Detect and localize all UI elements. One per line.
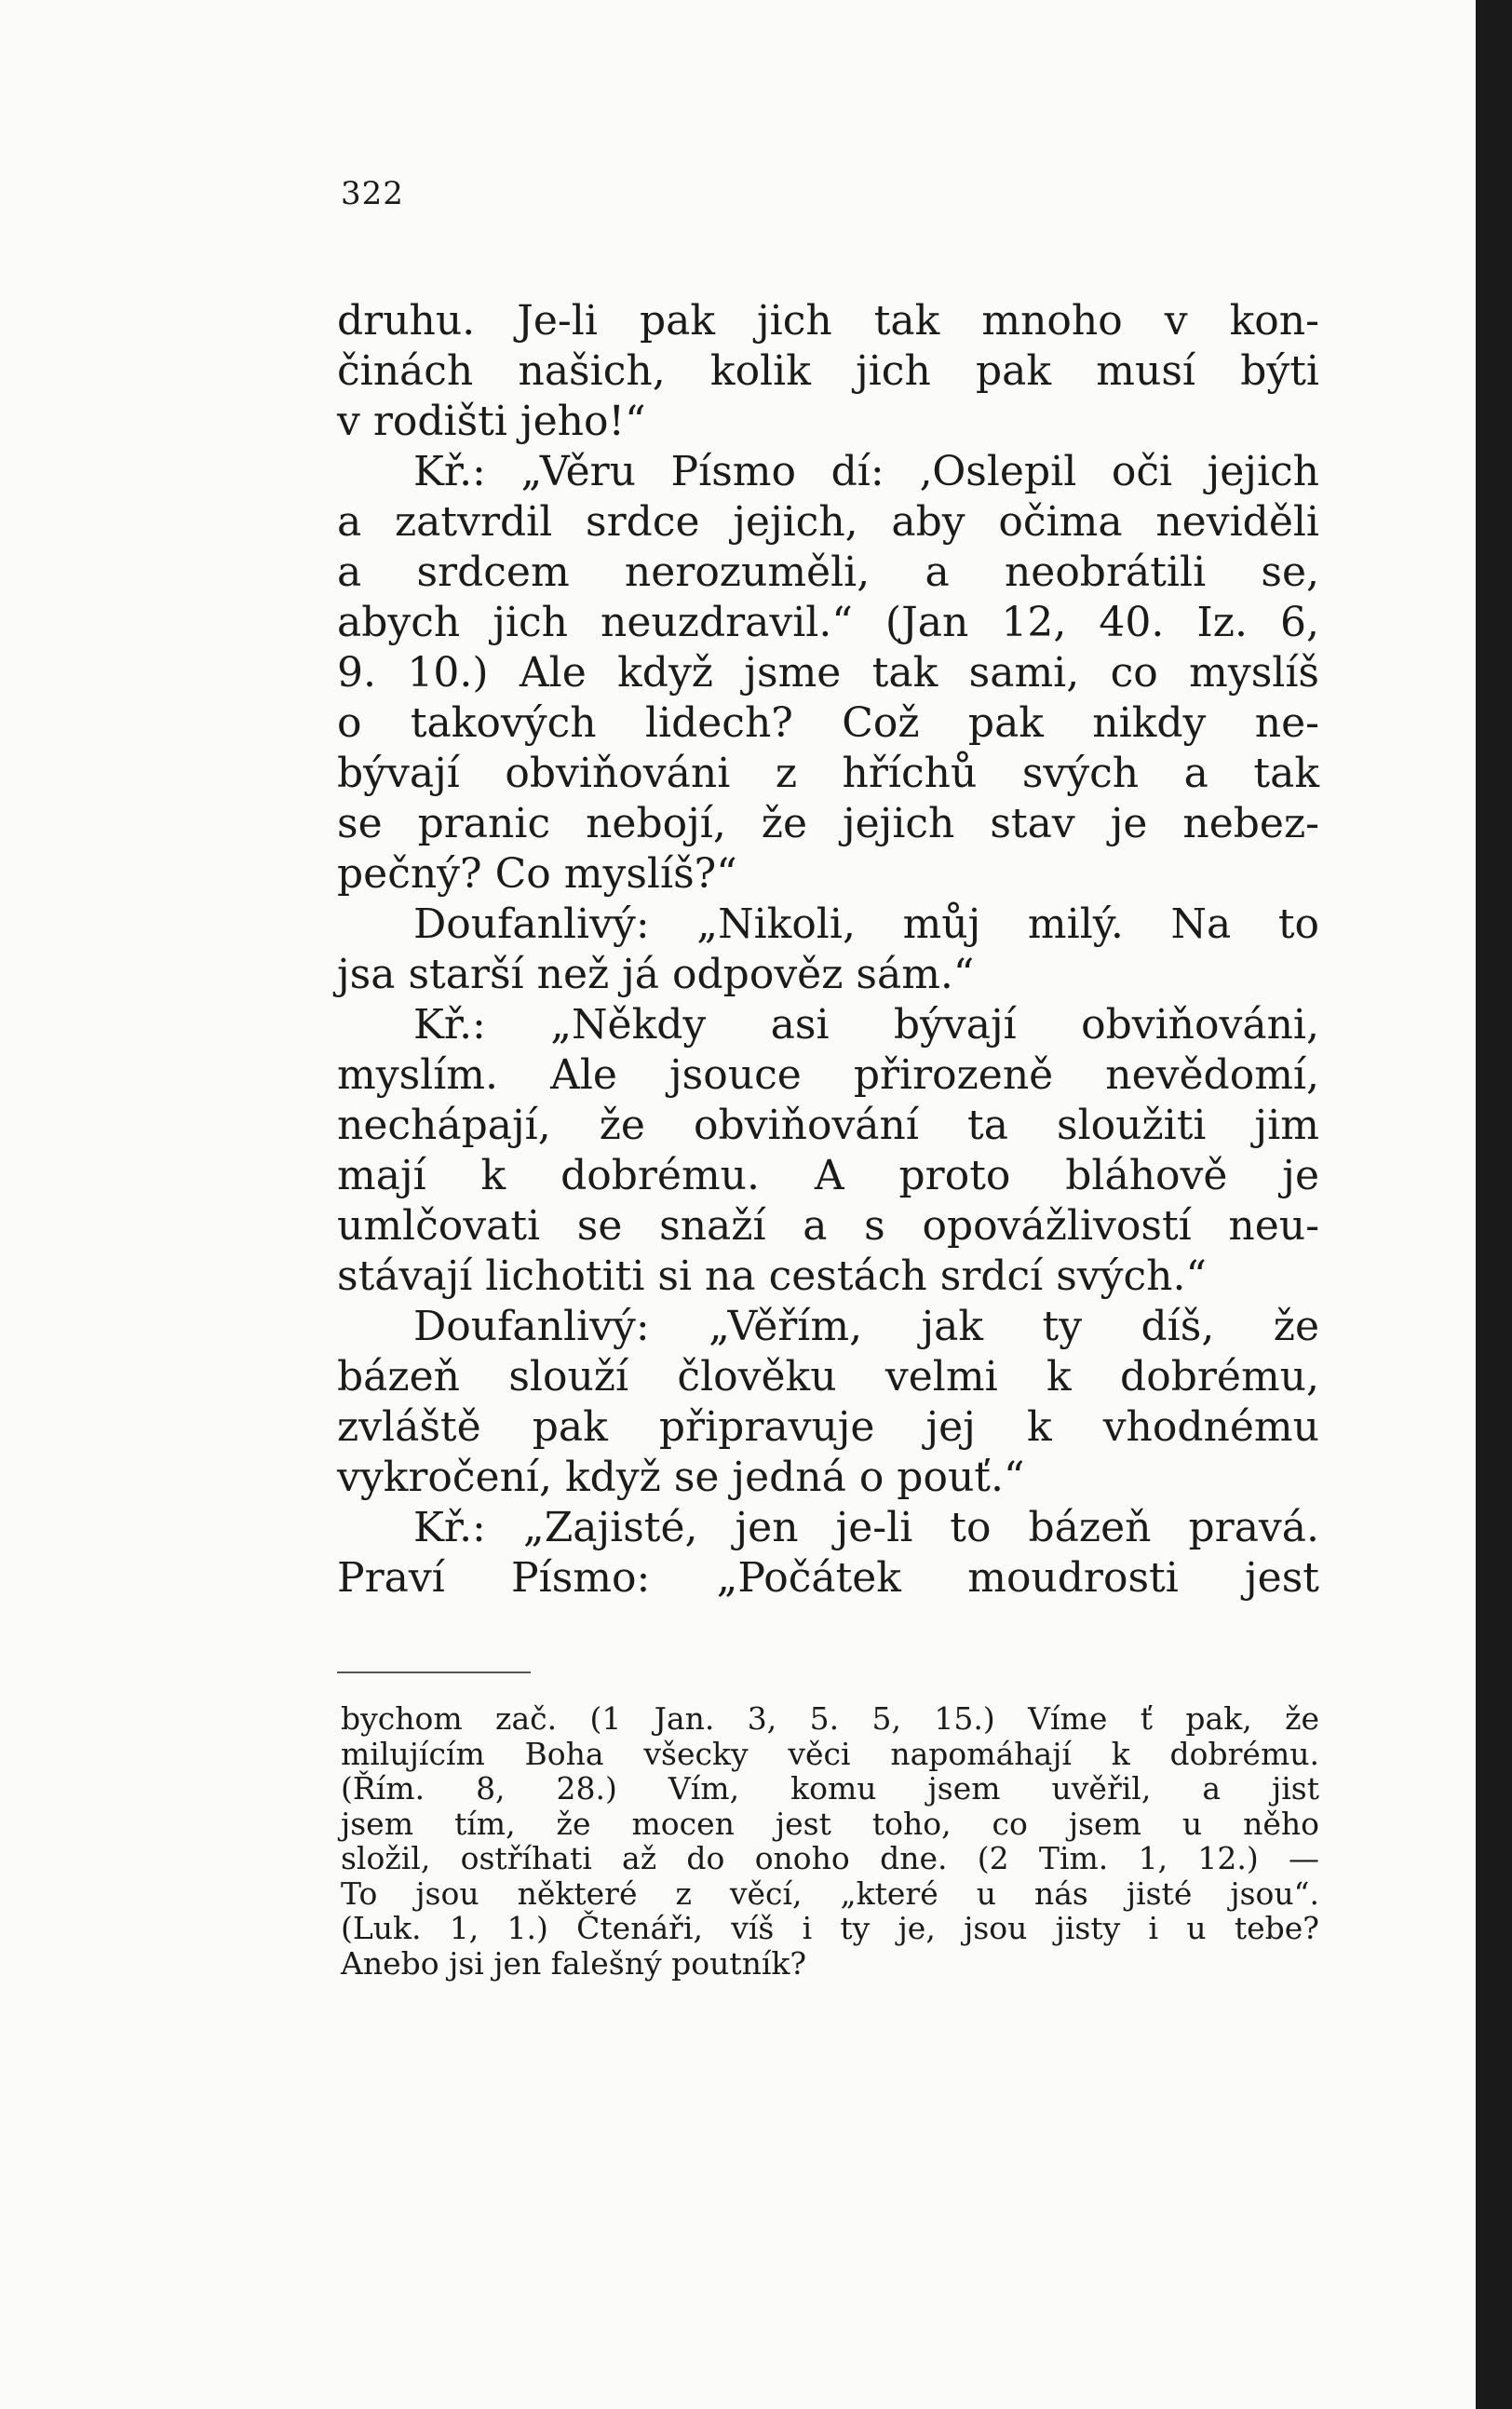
body-line: mají k dobrému. A proto bláhově je [337,1152,1319,1199]
body-line: a zatvrdil srdce jejich, aby očima neviděli [337,498,1319,546]
body-line: druhu. Je-li pak jich tak mnoho v kon- [337,297,1319,345]
page-spine-shadow [1476,0,1512,2409]
body-line: abych jich neuzdravil.“ (Jan 12, 40. Iz. 6, [337,599,1319,646]
body-line: Doufanlivý: „Věřím, jak ty díš, že [413,1303,1319,1350]
footnote-text [341,1701,1319,1981]
footnote-line: milujícím Boha všecky věci napomáhají k dobrému. [341,1735,1319,1772]
body-line: Praví Písmo: „Počátek moudrosti jest [337,1554,1319,1602]
body-text [337,296,1319,1604]
body-line: stávají lichotiti si na cestách srdcí svých.“ [337,1252,1207,1300]
body-line: umlčovati se snaží a s opovážlivostí neu- [337,1202,1319,1250]
page-number: 322 [341,175,404,212]
footnote-line: (Luk. 1, 1.) Čtenáři, víš i ty je, jsou jisty i u tebe? [341,1910,1319,1946]
body-line: Doufanlivý: „Nikoli, můj milý. Na to [413,900,1319,948]
body-line: o takových lidech? Což pak nikdy ne- [337,699,1319,747]
footnote-line: složil, ostříhati až do onoho dne. (2 Tim. 1, 12.) — [341,1840,1319,1876]
body-line: a srdcem nerozuměli, a neobrátili se, [337,548,1319,596]
body-line: jsa starší než já odpověz sám.“ [337,951,975,998]
footnote-line: jsem tím, že mocen jest toho, co jsem u něho [341,1805,1319,1842]
body-line: bývají obviňováni z hříchů svých a tak [337,750,1319,797]
body-line: se pranic nebojí, že jejich stav je nebez- [337,800,1319,847]
footnote-line: Anebo jsi jen falešný poutník? [341,1944,807,1982]
footnote-rule [337,1671,531,1673]
footnote-line: (Řím. 8, 28.) Vím, komu jsem uvěřil, a jist [341,1770,1319,1807]
body-line: Kř.: „Někdy asi bývají obviňováni, [413,1001,1319,1049]
body-line: v rodišti jeho!“ [337,398,646,445]
body-line: zvláště pak připravuje jej k vhodnému [337,1403,1319,1451]
body-line: pečný? Co myslíš?“ [337,850,737,898]
body-line: Kř.: „Věru Písmo dí: ‚Oslepil oči jejich [413,448,1319,495]
footnote-line: bychom zač. (1 Jan. 3, 5. 5, 15.) Víme ť pak, že [341,1700,1319,1737]
body-line: činách našich, kolik jich pak musí býti [337,347,1319,395]
body-line: myslím. Ale jsouce přirozeně nevědomí, [337,1051,1319,1099]
body-line: nechápají, že obviňování ta sloužiti jim [337,1102,1319,1149]
body-line: bázeň slouží člověku velmi k dobrému, [337,1353,1319,1401]
body-line: 9. 10.) Ale když jsme tak sami, co myslíš [337,649,1319,697]
footnote-line: To jsou některé z věcí, „které u nás jisté jsou“. [341,1874,1319,1912]
body-line: vykročení, když se jedná o pouť.“ [337,1454,1025,1501]
body-line: Kř.: „Zajisté, jen je-li to bázeň pravá. [413,1504,1319,1551]
